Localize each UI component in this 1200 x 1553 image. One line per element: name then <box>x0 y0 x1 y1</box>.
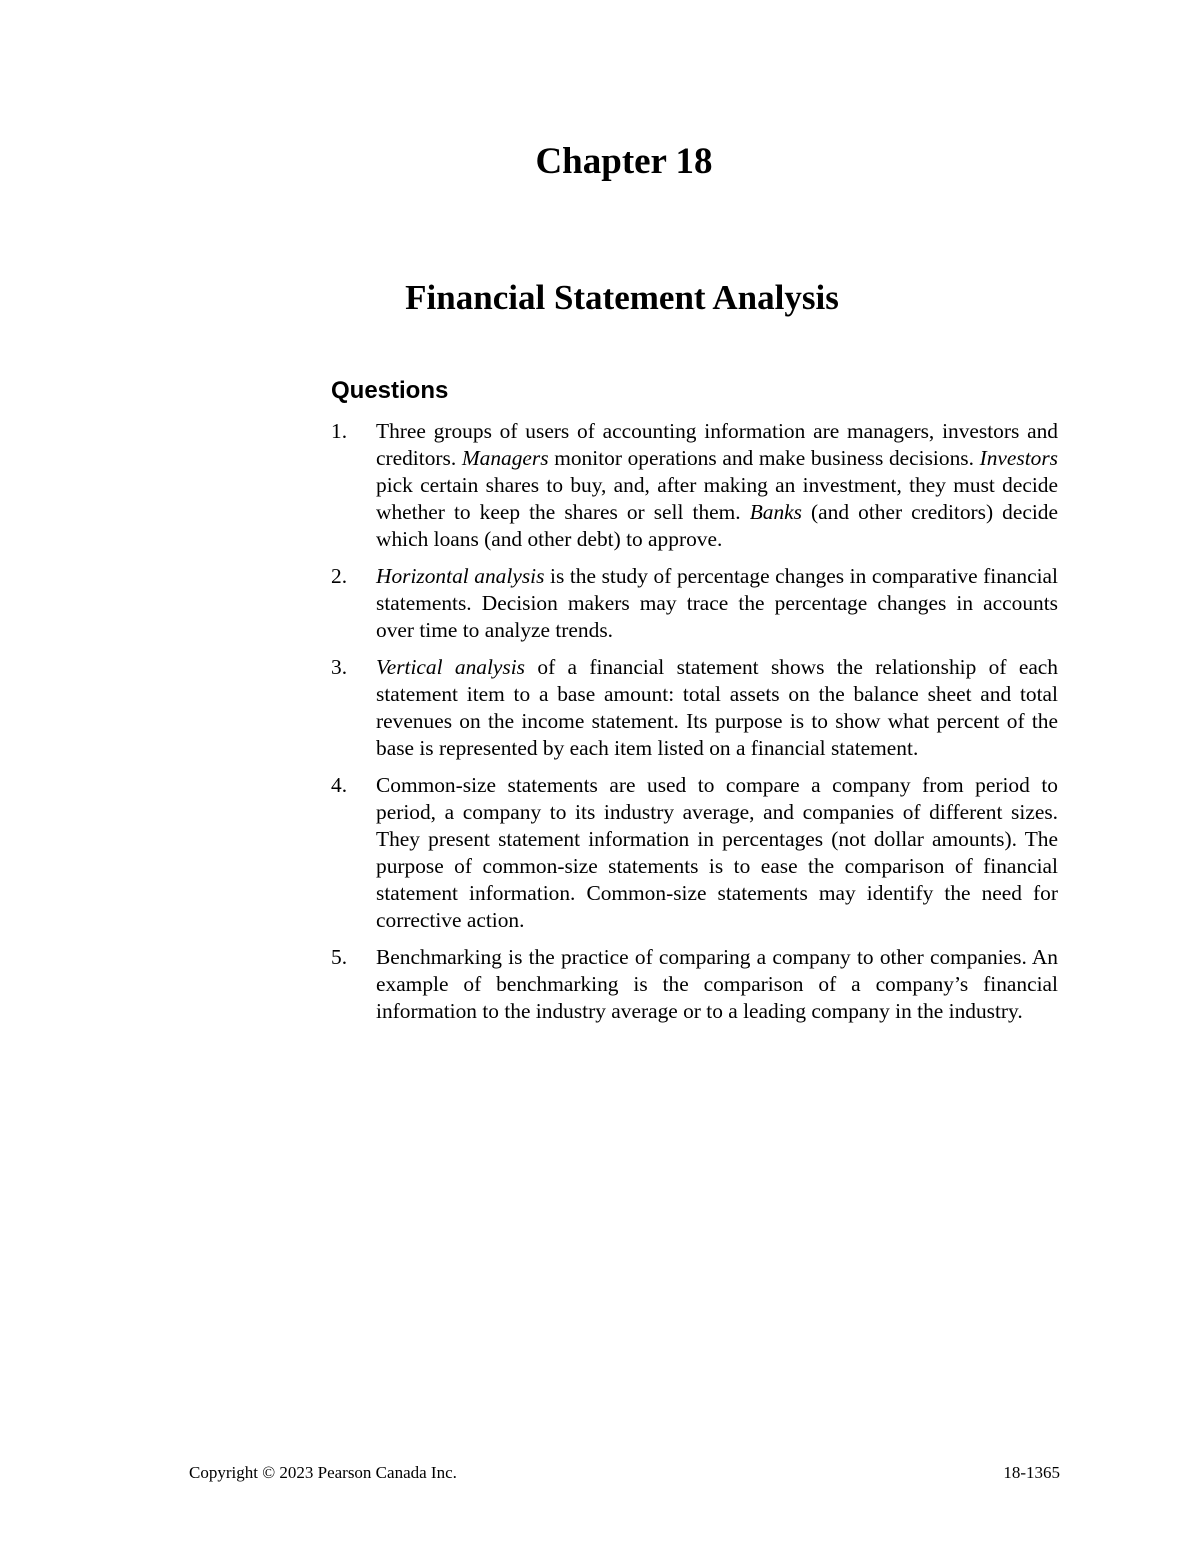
question-text-segment: monitor operations and make business decisions. <box>548 446 980 470</box>
question-text-segment: is the study of percentage changes in comparative financial statements. Decision makers may trace the percentage changes in accounts over time to analyze trends. <box>376 564 1058 642</box>
question-number: 5. <box>331 945 348 969</box>
question-emphasis: Horizontal analysis <box>376 564 545 588</box>
question-text <box>376 563 1058 644</box>
question-text <box>376 772 1058 934</box>
question-emphasis: Banks <box>749 500 802 524</box>
chapter-label: Chapter 18 <box>535 141 713 182</box>
question-text-segment: (and other creditors) decide which loans (and other debt) to approve. <box>376 500 1058 551</box>
question-number: 4. <box>331 773 348 797</box>
question-text-segment: Benchmarking is the practice of comparing a company to other companies. An example of benchmarking is the comparison of a company’s financial information to the industry average or to a leading company in the industry. <box>376 945 1058 1023</box>
question-text-segment: of a financial statement shows the relationship of each statement item to a base amount: total assets on the balance sheet and total revenues on the income statement. Its purpose is to show what percent of the base is represented by each item listed on a financial statement. <box>376 655 1058 760</box>
copyright-notice: Copyright © 2023 Pearson Canada Inc. <box>189 1463 457 1482</box>
page-number: 18-1365 <box>1003 1463 1060 1482</box>
question-item <box>331 944 1058 1025</box>
question-text-segment: Three groups of users of accounting information are managers, investors and creditors. <box>376 419 1058 470</box>
page-title: Financial Statement Analysis <box>405 278 839 317</box>
section-heading: Questions <box>331 377 449 404</box>
questions-list <box>331 418 1058 1035</box>
question-text-segment: pick certain shares to buy, and, after making an investment, they must decide whether to keep the shares or sell them. <box>376 473 1058 524</box>
question-text <box>376 654 1058 762</box>
question-emphasis: Investors <box>979 446 1058 470</box>
question-item <box>331 772 1058 934</box>
question-number: 2. <box>331 564 348 588</box>
question-emphasis: Vertical analysis <box>376 655 526 679</box>
question-number: 3. <box>331 655 348 679</box>
question-item <box>331 654 1058 762</box>
question-text <box>376 418 1058 553</box>
question-text <box>376 944 1058 1025</box>
question-text-segment: Common-size statements are used to compare a company from period to period, a company to its industry average, and companies of different sizes. They present statement information in percentages (not dollar amounts). The purpose of common-size statements is to ease the comparison of financial statement information. Common-size statements may identify the need for corrective action. <box>376 773 1058 932</box>
question-number: 1. <box>331 419 348 443</box>
question-item <box>331 563 1058 644</box>
question-item <box>331 418 1058 553</box>
question-emphasis: Managers <box>461 446 549 470</box>
